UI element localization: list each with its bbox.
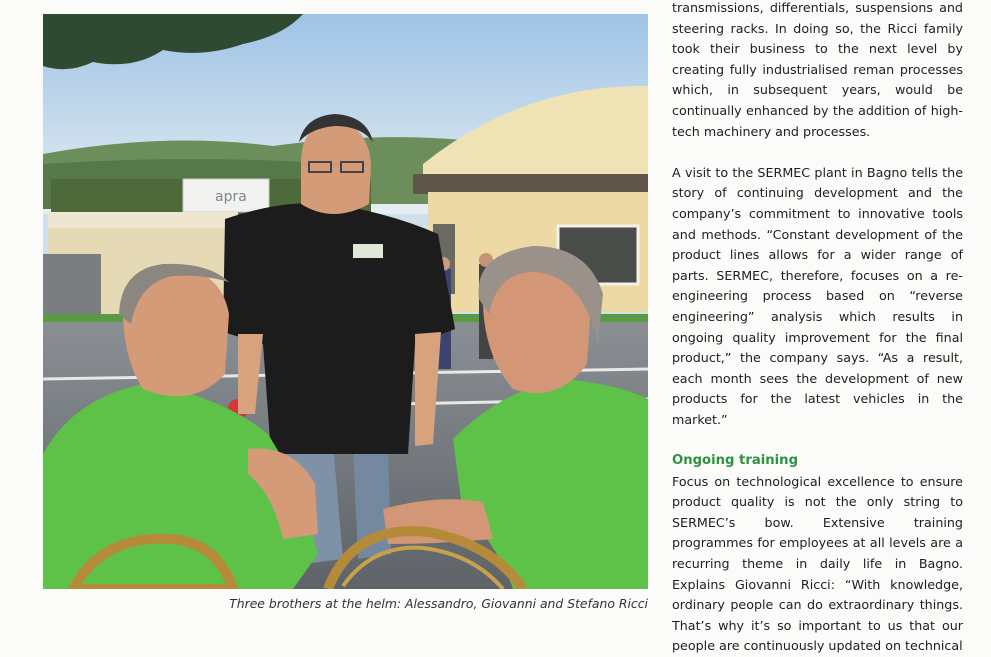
section-heading: Ongoing training bbox=[672, 453, 799, 469]
center-man-face bbox=[301, 120, 371, 214]
photo-illustration bbox=[43, 14, 648, 589]
article-paragraph-3: Focus on technological excellence to ensure product quality is not the only string to SERMEC’s bow. Extensive training programmes for employees at all levels are a recurring theme in daily life in Bagno. Explains Giovanni Ricci: “With knowledge, ordinary people can do extraordinary things. That’s why it’s so important to us that our people are continuously updated on technical bbox=[672, 473, 963, 654]
article-column bbox=[672, 0, 963, 657]
article-paragraph-1: transmissions, differentials, suspensions and steering racks. In doing so, the Ricci family took their business to the next level by creating fully industrialised reman processes which, in subsequent years, would be continually enhanced by the addition of high-tech machinery and processes. bbox=[672, 0, 963, 139]
photo-caption: Three brothers at the helm: Alessandro, Giovanni and Stefano Ricci bbox=[229, 596, 648, 611]
article-paragraph-2: A visit to the SERMEC plant in Bagno tells the story of continuing development and the company’s commitment to innovative tools and methods. “Constant development of the product lines allows for a wider range of parts. SERMEC, therefore, focuses on a re-engineering process based on “reverse engineering” analysis which results in ongoing quality improvement for the final product,” the company says. “As a result, each month sees the development of new products for the latest vehicles in the market.” bbox=[672, 164, 963, 427]
article-photo bbox=[43, 14, 648, 589]
left-building-roof bbox=[48, 212, 238, 230]
apra-sign-text: apra bbox=[215, 189, 247, 205]
